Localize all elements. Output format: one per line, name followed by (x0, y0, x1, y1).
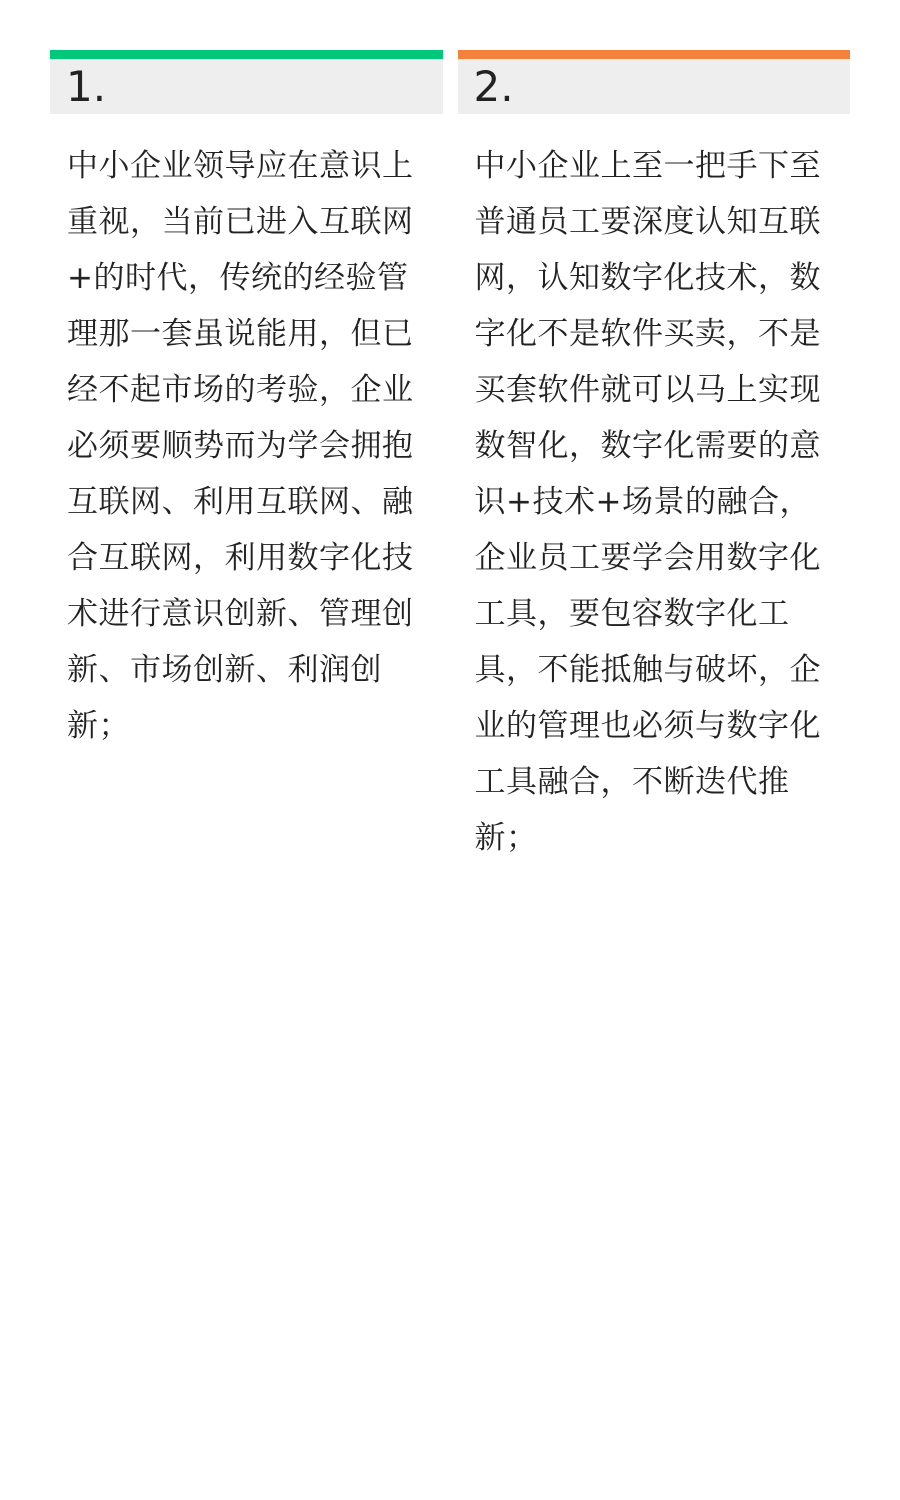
column-2-number: 2. (473, 61, 514, 111)
column-1-header (50, 50, 443, 114)
column-1-text: 中小企业领导应在意识上重视，当前已进入互联网+的时代，传统的经验管理那一套虽说能用，但已经不起市场的考验，企业必须要顺势而为学会拥抱互联网、利用互联网、融合互联网，利用数字化技术进行意识创新、管理创新、市场创新、利润创新； (67, 148, 414, 744)
column-1-number: 1. (66, 61, 107, 111)
column-1 (50, 50, 443, 866)
column-2-header (458, 50, 851, 114)
column-2-text: 中小企业上至一把手下至普通员工要深度认知互联网，认知数字化技术，数字化不是软件买卖，不是买套软件就可以马上实现数智化，数字化需要的意识+技术+场景的融合，企业员工要学会用数字化工具，要包容数字化工具，不能抵触与破坏，企业的管理也必须与数字化工具融合，不断迭代推新； (474, 148, 821, 856)
column-2 (458, 50, 851, 866)
two-column-list (50, 50, 850, 866)
